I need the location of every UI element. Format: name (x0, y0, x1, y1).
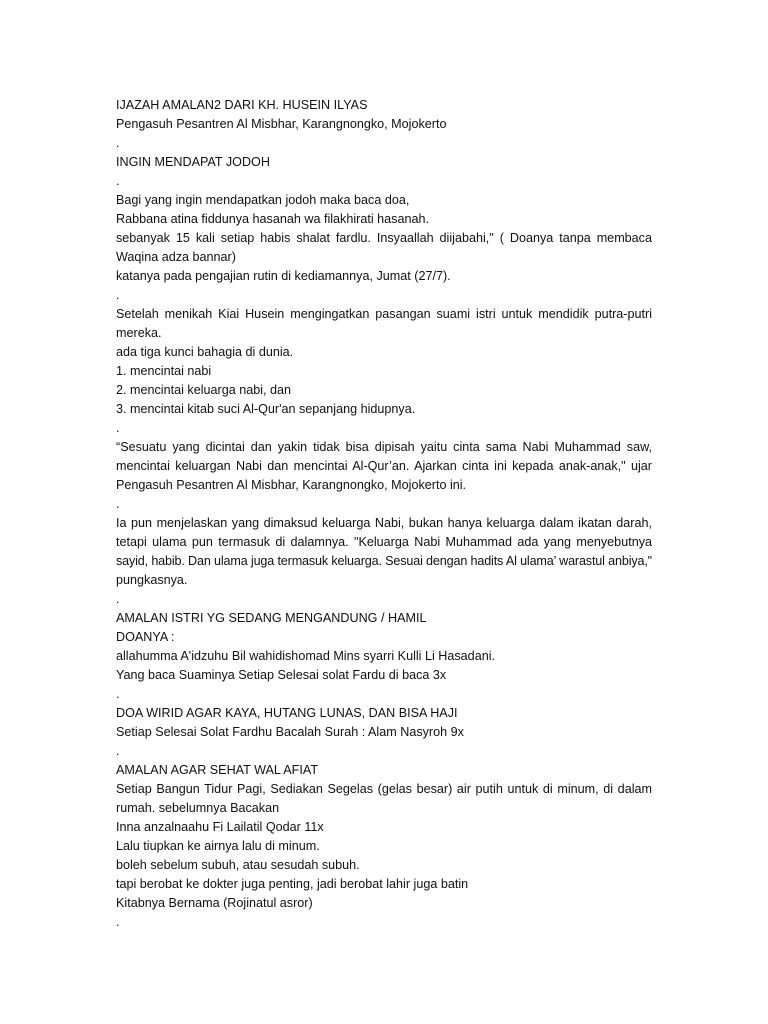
text-line: allahumma A'idzuhu Bil wahidishomad Mins syarri Kulli Li Hasadani. (116, 649, 495, 663)
separator-dot: . (116, 687, 120, 701)
separator-dot: . (116, 915, 120, 929)
list-item: 1. mencintai nabi (116, 364, 212, 378)
text-line: Lalu tiupkan ke airnya lalu di minum. (116, 839, 320, 853)
text-line: katanya pada pengajian rutin di kediamannya, Jumat (27/7). (116, 269, 451, 283)
paragraph-line: Ia pun menjelaskan yang dimaksud keluarga Nabi, bukan hanya keluarga dalam ikatan darah, (116, 516, 652, 530)
text-line: Yang baca Suaminya Setiap Selesai solat Fardu di baca 3x (116, 668, 447, 682)
document-subtitle: Pengasuh Pesantren Al Misbhar, Karangnongko, Mojokerto (116, 117, 447, 131)
paragraph-line: rumah. sebelumnya Bacakan (116, 801, 280, 815)
text-line: Rabbana atina fiddunya hasanah wa filakhirati hasanah. (116, 212, 429, 226)
text-line: Bagi yang ingin mendapatkan jodoh maka baca doa, (116, 193, 410, 207)
text-line: ada tiga kunci bahagia di dunia. (116, 345, 294, 359)
list-item: 2. mencintai keluarga nabi, dan (116, 383, 292, 397)
separator-dot: . (116, 421, 120, 435)
paragraph-line: Pengasuh Pesantren Al Misbhar, Karangnongko, Mojokerto ini. (116, 478, 467, 492)
paragraph-line: mereka. (116, 326, 162, 340)
text-line: Inna anzalnaahu Fi Lailatil Qodar 11x (116, 820, 324, 834)
list-item: 3. mencintai kitab suci Al-Qur'an sepanjang hidupnya. (116, 402, 416, 416)
section-heading-jodoh: INGIN MENDAPAT JODOH (116, 155, 270, 169)
section-heading-hamil: AMALAN ISTRI YG SEDANG MENGANDUNG / HAMIL (116, 611, 427, 625)
paragraph-line: Waqina adza bannar) (116, 250, 236, 264)
text-line: boleh sebelum subuh, atau sesudah subuh. (116, 858, 360, 872)
paragraph-line: sayid, habib. Dan ulama juga termasuk keluarga. Sesuai dengan hadits Al ulama’ warastul anbiya," (116, 554, 652, 568)
text-line: tapi berobat ke dokter juga penting, jadi berobat lahir juga batin (116, 877, 469, 891)
document-title: IJAZAH AMALAN2 DARI KH. HUSEIN ILYAS (116, 98, 368, 112)
separator-dot: . (116, 136, 120, 150)
separator-dot: . (116, 174, 120, 188)
paragraph-line: “Sesuatu yang dicintai dan yakin tidak bisa dipisah yaitu cinta sama Nabi Muhammad saw, (116, 440, 652, 454)
paragraph-line: mencintai keluargan Nabi dan mencintai Al-Qur’an. Ajarkan cinta ini kepada anak-anak," ujar (116, 459, 652, 473)
paragraph-line: sebanyak 15 kali setiap habis shalat fardlu. Insyaallah diijabahi," ( Doanya tanpa membaca (116, 231, 652, 245)
section-heading-sehat: AMALAN AGAR SEHAT WAL AFIAT (116, 763, 319, 777)
text-line: Kitabnya Bernama (Rojinatul asror) (116, 896, 313, 910)
text-line: DOANYA : (116, 630, 175, 644)
paragraph-line: tetapi ulama pun termasuk di dalamnya. "Keluarga Nabi Muhammad ada yang menyebutnya (116, 535, 652, 549)
paragraph-line: pungkasnya. (116, 573, 188, 587)
document-page (116, 96, 652, 932)
separator-dot: . (116, 592, 120, 606)
separator-dot: . (116, 497, 120, 511)
separator-dot: . (116, 744, 120, 758)
separator-dot: . (116, 288, 120, 302)
paragraph-line: Setiap Bangun Tidur Pagi, Sediakan Segelas (gelas besar) air putih untuk di minum, di dalam (116, 782, 652, 796)
paragraph-line: Setelah menikah Kiai Husein mengingatkan pasangan suami istri untuk mendidik putra-putri (116, 307, 652, 321)
text-line: Setiap Selesai Solat Fardhu Bacalah Surah : Alam Nasyroh 9x (116, 725, 464, 739)
section-heading-kaya: DOA WIRID AGAR KAYA, HUTANG LUNAS, DAN BISA HAJI (116, 706, 458, 720)
